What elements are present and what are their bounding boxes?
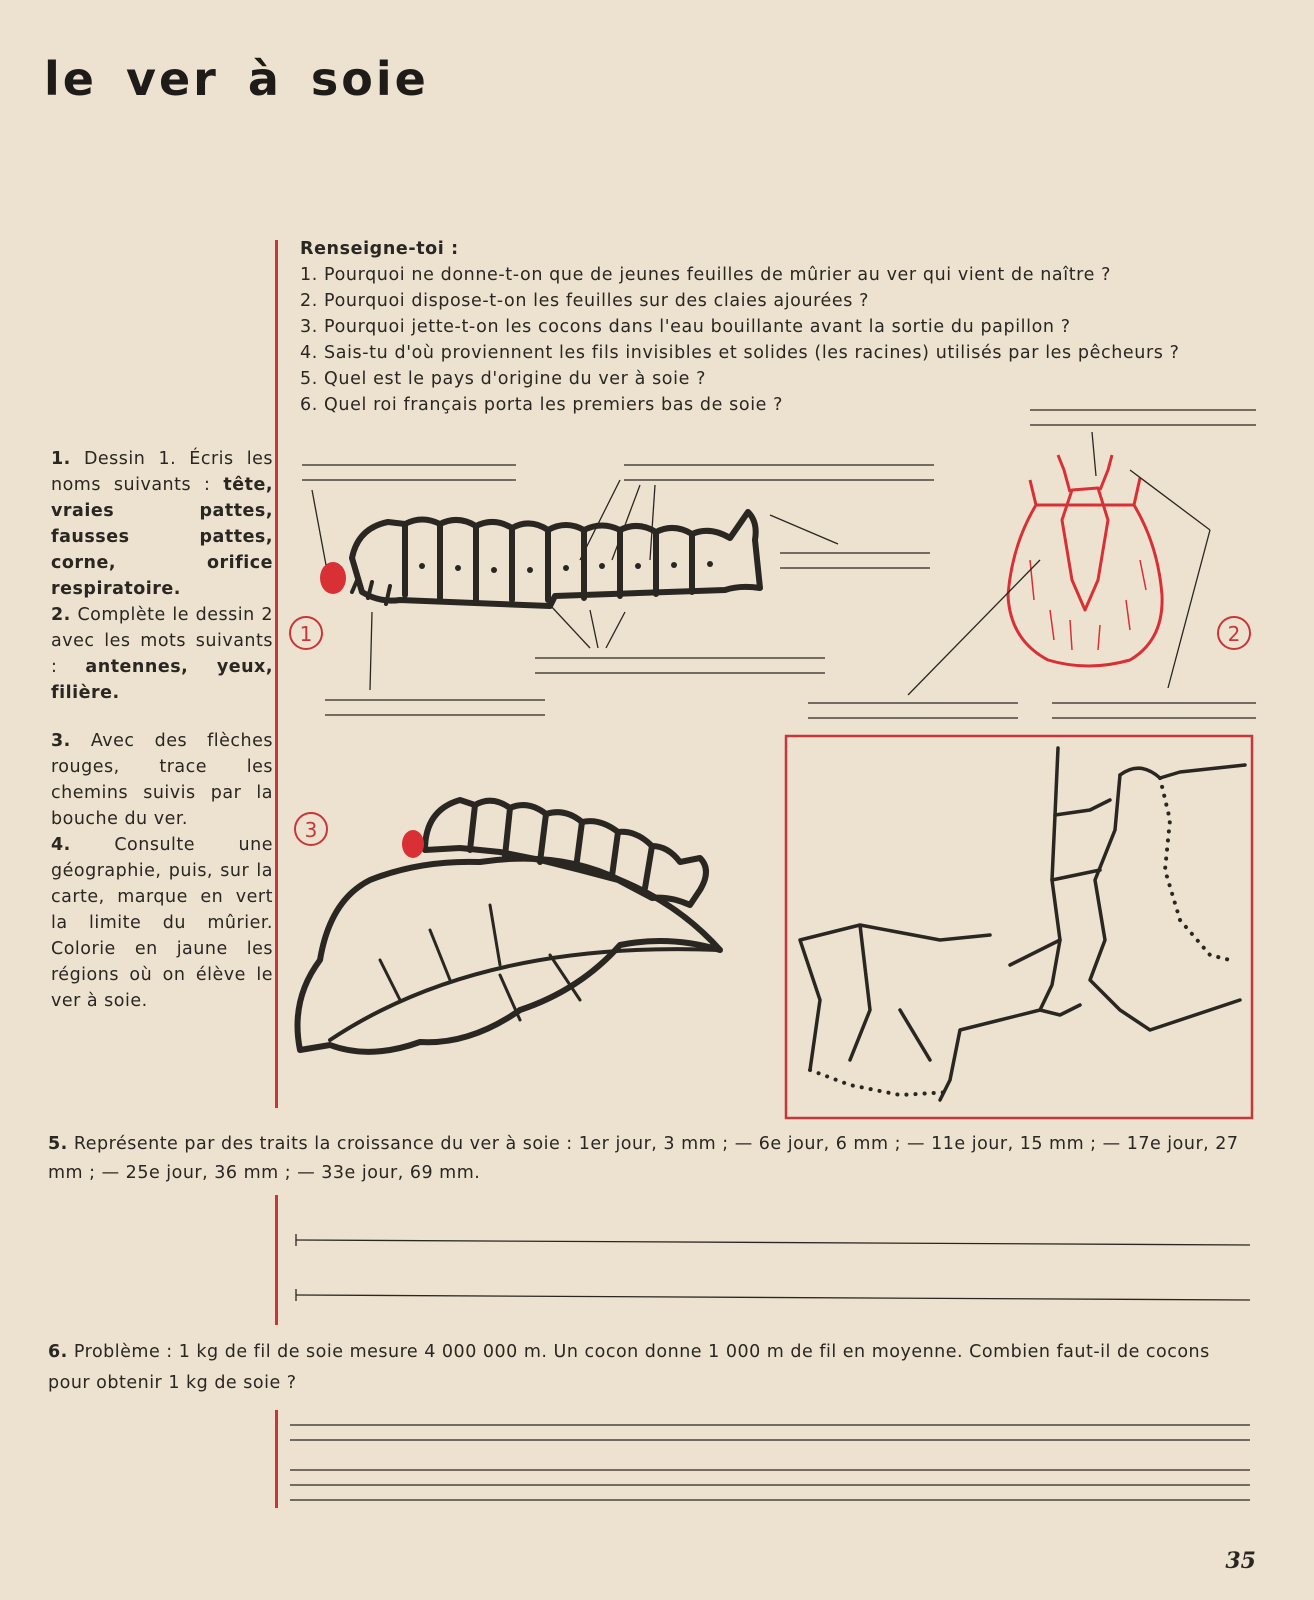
figure-number: 1	[299, 622, 313, 646]
answer-lines-q6	[290, 1425, 1250, 1500]
leaf-caterpillar-head-red	[402, 830, 424, 858]
question-num: 5.	[48, 1134, 68, 1154]
instruction-num: 2.	[51, 605, 71, 625]
question-6	[48, 1337, 1248, 1399]
question-item: 2. Pourquoi dispose-t-on les feuilles sur des claies ajourées ?	[300, 291, 870, 311]
question-item: 1. Pourquoi ne donne-t-on que de jeunes feuilles de mûrier au ver qui vient de naître ?	[300, 265, 1111, 285]
question-item: 5. Quel est le pays d'origine du ver à soie ?	[300, 369, 706, 389]
instruction-bold: antennes, yeux, filière.	[51, 657, 273, 703]
map-drawing	[800, 748, 1245, 1100]
caterpillar-drawing	[352, 512, 760, 606]
instruction-text: Dessin 1. Écris les noms suivants :	[51, 449, 273, 495]
instruction-num: 4.	[51, 835, 71, 855]
pointer-lines-fig2	[908, 432, 1210, 695]
figure-label-3	[295, 813, 327, 845]
instruction-num: 3.	[51, 731, 71, 751]
page-number: 35	[1225, 1548, 1256, 1574]
instruction-num: 1.	[51, 449, 71, 469]
figure-label-1	[290, 617, 322, 649]
question-text: Problème : 1 kg de fil de soie mesure 4 000 000 m. Un cocon donne 1 000 m de fil en moyenne. Combien faut-il de cocons pour obtenir 1 kg de soie ?	[48, 1342, 1210, 1393]
question-text: Représente par des traits la croissance du ver à soie :	[67, 1134, 573, 1154]
head-diagram	[1008, 455, 1162, 666]
growth-data: 1er jour, 3 mm ; — 6e jour, 6 mm ; — 11e jour, 15 mm ; — 17e jour, 27 mm ; — 25e jour, 36 mm ; — 33e jour, 69 mm.	[48, 1134, 1239, 1183]
question-5	[48, 1130, 1248, 1188]
figure-number: 3	[304, 818, 318, 842]
leaf-caterpillar-drawing	[298, 800, 721, 1052]
question-item: 6. Quel roi français porta les premiers bas de soie ?	[300, 395, 784, 415]
answer-lines-q5	[296, 1234, 1250, 1301]
question-item: 4. Sais-tu d'où proviennent les fils invisibles et solides (les racines) utilisés par les pêcheurs ?	[300, 343, 1180, 363]
renseigne-heading: Renseigne-toi :	[300, 239, 459, 259]
figure-number: 2	[1227, 622, 1241, 646]
instruction-bold: tête, vraies pattes, fausses pattes, corne, orifice respiratoire.	[51, 475, 273, 599]
caterpillar-head-red	[320, 562, 346, 594]
instruction-text: Avec des flèches rouges, trace les chemins suivis par la bouche du ver.	[51, 731, 273, 829]
page-title: le ver à soie	[44, 52, 429, 106]
figure-label-2	[1218, 617, 1250, 649]
spiracle-dots	[419, 561, 713, 573]
question-num: 6.	[48, 1342, 68, 1362]
instruction-text: Complète le dessin 2 avec les mots suivants :	[51, 605, 273, 677]
map-dotted-border	[810, 778, 1230, 1095]
instruction-text: Consulte une géographie, puis, sur la carte, marque en vert la limite du mûrier. Colorie en jaune les régions où on élève le ver à soie.	[51, 835, 273, 1011]
question-item: 3. Pourquoi jette-t-on les cocons dans l'eau bouillante avant la sortie du papillon ?	[300, 317, 1071, 337]
